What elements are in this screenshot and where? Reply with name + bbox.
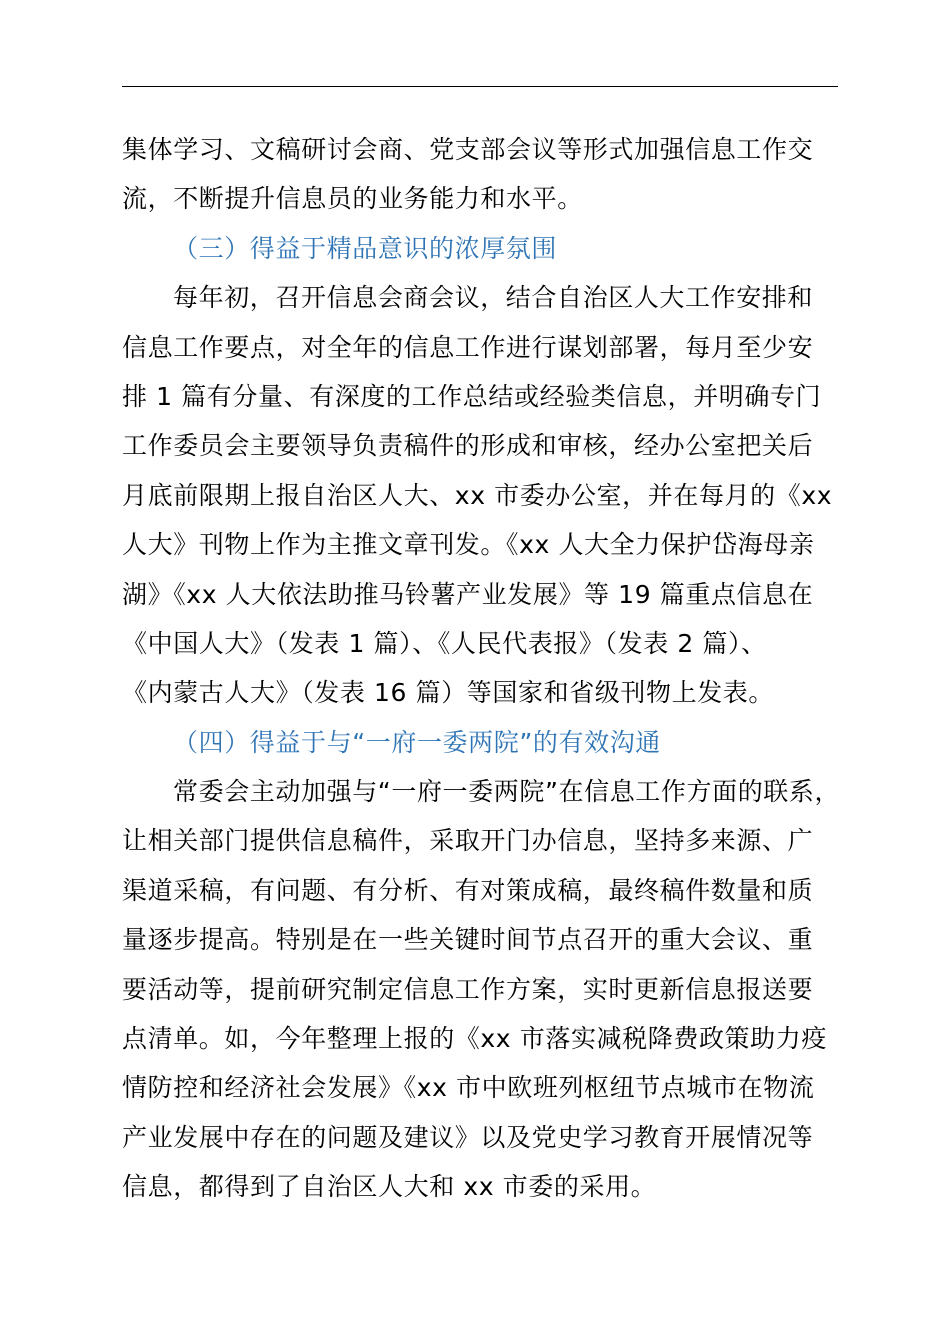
paragraph-line: 集体学习、文稿研讨会商、党支部会议等形式加强信息工作交 bbox=[122, 135, 814, 164]
document-body bbox=[122, 125, 862, 1212]
paragraph-line: 信息工作要点，对全年的信息工作进行谋划部署，每月至少安 bbox=[122, 332, 814, 362]
paragraph-section-3 bbox=[122, 273, 862, 718]
paragraph-line: 湖》《xx 人大依法助推马铃薯产业发展》等 19 篇重点信息在 bbox=[122, 579, 814, 609]
paragraph-line: 《内蒙古人大》（发表 16 篇）等国家和省级刊物上发表。 bbox=[122, 678, 775, 708]
section-heading-3: （三）得益于精品意识的浓厚氛围 bbox=[173, 233, 558, 263]
paragraph-line: 要活动等，提前研究制定信息工作方案，实时更新信息报送要 bbox=[122, 974, 814, 1004]
header-rule bbox=[122, 86, 838, 87]
paragraph-line: 产业发展中存在的问题及建议》以及党史学习教育开展情况等 bbox=[122, 1122, 814, 1152]
paragraph-line: 排 1 篇有分量、有深度的工作总结或经验类信息，并明确专门 bbox=[122, 381, 822, 411]
paragraph-line: 《中国人大》（发表 1 篇）、《人民代表报》（发表 2 篇）、 bbox=[122, 628, 767, 658]
paragraph-line: 常委会主动加强与“一府一委两院”在信息工作方面的联系， bbox=[173, 777, 841, 807]
paragraph-line: 让相关部门提供信息稿件，采取开门办信息，坚持多来源、广 bbox=[122, 826, 814, 856]
paragraph-line: 点清单。如，今年整理上报的《xx 市落实减税降费政策助力疫 bbox=[122, 1024, 827, 1054]
paragraph-line: 量逐步提高。特别是在一些关键时间节点召开的重大会议、重 bbox=[122, 925, 814, 955]
paragraph-line: 信息，都得到了自治区人大和 xx 市委的采用。 bbox=[122, 1172, 657, 1202]
paragraph-line: 情防控和经济社会发展》《xx 市中欧班列枢纽节点城市在物流 bbox=[122, 1073, 815, 1103]
paragraph-section-4 bbox=[122, 767, 862, 1212]
paragraph-line: 月底前限期上报自治区人大、xx 市委办公室，并在每月的《xx bbox=[122, 480, 833, 510]
paragraph-section-2-tail bbox=[122, 125, 862, 224]
section-heading-4: （四）得益于与“一府一委两院”的有效沟通 bbox=[173, 727, 661, 757]
paragraph-line: 工作委员会主要领导负责稿件的形成和审核，经办公室把关后 bbox=[122, 431, 814, 461]
paragraph-line: 人大》刊物上作为主推文章刊发。《xx 人大全力保护岱海母亲 bbox=[122, 530, 815, 560]
paragraph-line: 流，不断提升信息员的业务能力和水平。 bbox=[122, 184, 583, 214]
paragraph-line: 每年初，召开信息会商会议，结合自治区人大工作安排和 bbox=[173, 283, 814, 313]
paragraph-line: 渠道采稿，有问题、有分析、有对策成稿，最终稿件数量和质 bbox=[122, 875, 814, 905]
